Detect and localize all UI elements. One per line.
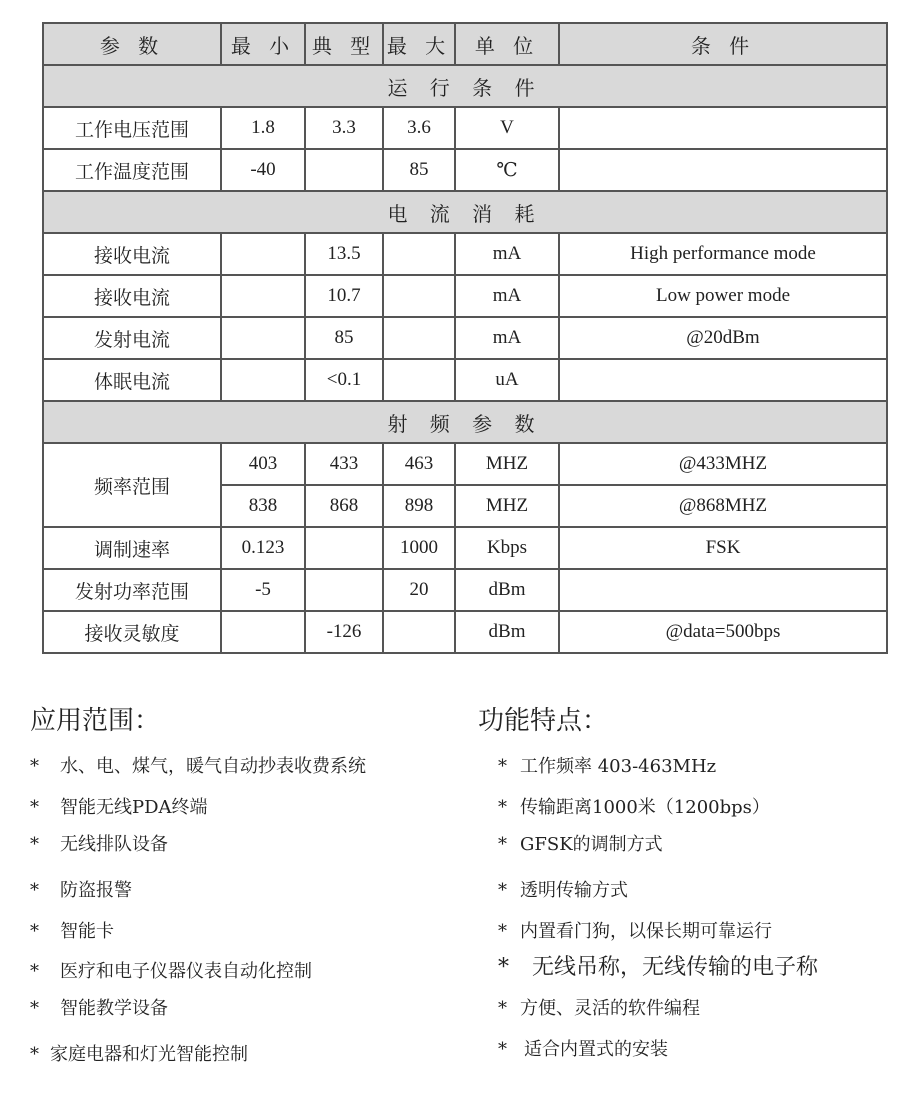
max-cell: 463 xyxy=(383,443,455,485)
section-title: 运 行 条 件 xyxy=(43,65,887,107)
application-item: 家庭电器和灯光智能控制 xyxy=(50,1044,248,1065)
spec-table xyxy=(42,22,888,654)
bullet-star: * xyxy=(498,998,507,1019)
bullet-star: * xyxy=(30,797,39,818)
unit-cell: mA xyxy=(455,275,559,317)
cond-cell: Low power mode xyxy=(559,275,887,317)
max-cell xyxy=(383,359,455,401)
cond-cell: FSK xyxy=(559,527,887,569)
cond-cell xyxy=(559,359,887,401)
table-header-row xyxy=(43,23,887,65)
feature-item: 透明传输方式 xyxy=(520,880,628,901)
max-cell xyxy=(383,611,455,653)
section-title: 电 流 消 耗 xyxy=(43,191,887,233)
typ-cell: <0.1 xyxy=(305,359,383,401)
min-cell: 838 xyxy=(221,485,305,527)
min-cell xyxy=(221,317,305,359)
applications-title: 应用范围： xyxy=(30,706,161,736)
param-cell: 接收电流 xyxy=(43,275,221,317)
header-typ: 典 型 xyxy=(305,23,383,65)
unit-cell: MHZ xyxy=(455,485,559,527)
param-cell: 接收电流 xyxy=(43,233,221,275)
list-item xyxy=(30,830,168,856)
list-item xyxy=(498,994,700,1020)
param-cell: 接收灵敏度 xyxy=(43,611,221,653)
table-row xyxy=(43,443,887,485)
typ-cell xyxy=(305,569,383,611)
typ-cell: 868 xyxy=(305,485,383,527)
bullet-star: * xyxy=(30,1044,39,1065)
feature-item: GFSK的调制方式 xyxy=(520,834,663,855)
cond-cell xyxy=(559,149,887,191)
bullet-star: * xyxy=(30,880,39,901)
table-row xyxy=(43,317,887,359)
min-cell: 1.8 xyxy=(221,107,305,149)
bullet-star: * xyxy=(498,797,507,818)
header-param: 参 数 xyxy=(43,23,221,65)
bullet-star: * xyxy=(30,998,39,1019)
max-cell: 898 xyxy=(383,485,455,527)
max-cell: 1000 xyxy=(383,527,455,569)
feature-item: 内置看门狗，以保长期可靠运行 xyxy=(520,921,772,942)
unit-cell: dBm xyxy=(455,611,559,653)
cond-cell: @868MHZ xyxy=(559,485,887,527)
header-cond: 条 件 xyxy=(559,23,887,65)
list-item xyxy=(498,830,663,856)
param-cell: 调制速率 xyxy=(43,527,221,569)
list-item xyxy=(498,1035,668,1061)
header-min: 最 小 xyxy=(221,23,305,65)
application-item: 智能无线PDA终端 xyxy=(60,797,208,818)
bullet-star: * xyxy=(498,921,507,942)
table-row xyxy=(43,275,887,317)
unit-cell: MHZ xyxy=(455,443,559,485)
cond-cell: @433MHZ xyxy=(559,443,887,485)
min-cell xyxy=(221,359,305,401)
table-row xyxy=(43,149,887,191)
unit-cell: mA xyxy=(455,233,559,275)
section-title: 射 频 参 数 xyxy=(43,401,887,443)
feature-item: 适合内置式的安装 xyxy=(524,1039,668,1060)
max-cell xyxy=(383,317,455,359)
feature-item: 无线吊称，无线传输的电子称 xyxy=(532,955,819,980)
list-item xyxy=(30,917,114,943)
param-cell: 发射功率范围 xyxy=(43,569,221,611)
table-row xyxy=(43,611,887,653)
bullet-star: * xyxy=(498,834,507,855)
features-title: 功能特点： xyxy=(478,706,609,736)
typ-cell: 85 xyxy=(305,317,383,359)
cond-cell: High performance mode xyxy=(559,233,887,275)
section-row xyxy=(43,191,887,233)
list-item xyxy=(498,917,772,943)
min-cell: -5 xyxy=(221,569,305,611)
table-row xyxy=(43,527,887,569)
max-cell xyxy=(383,275,455,317)
typ-cell: 10.7 xyxy=(305,275,383,317)
param-cell: 工作电压范围 xyxy=(43,107,221,149)
bullet-star: * xyxy=(498,756,507,777)
unit-cell: mA xyxy=(455,317,559,359)
application-item: 医疗和电子仪器仪表自动化控制 xyxy=(60,961,312,982)
param-cell: 发射电流 xyxy=(43,317,221,359)
bullet-star: * xyxy=(498,880,507,901)
application-item: 智能卡 xyxy=(60,921,114,942)
typ-cell xyxy=(305,149,383,191)
typ-cell xyxy=(305,527,383,569)
unit-cell: ℃ xyxy=(455,149,559,191)
list-item xyxy=(498,752,716,778)
section-row xyxy=(43,401,887,443)
bullet-star: * xyxy=(498,1039,507,1060)
param-cell: 频率范围 xyxy=(43,443,221,527)
cond-cell xyxy=(559,107,887,149)
max-cell: 3.6 xyxy=(383,107,455,149)
bullet-star: * xyxy=(30,921,39,942)
list-item xyxy=(30,876,132,902)
typ-cell: 3.3 xyxy=(305,107,383,149)
typ-cell: -126 xyxy=(305,611,383,653)
typ-cell: 433 xyxy=(305,443,383,485)
typ-cell: 13.5 xyxy=(305,233,383,275)
bullet-star: * xyxy=(30,834,39,855)
min-cell xyxy=(221,233,305,275)
application-item: 防盗报警 xyxy=(60,880,132,901)
table-row xyxy=(43,107,887,149)
list-item xyxy=(30,793,208,819)
list-item xyxy=(498,793,770,819)
max-cell xyxy=(383,233,455,275)
cond-cell: @20dBm xyxy=(559,317,887,359)
header-max: 最 大 xyxy=(383,23,455,65)
min-cell xyxy=(221,611,305,653)
list-item xyxy=(30,1040,248,1066)
min-cell: 0.123 xyxy=(221,527,305,569)
list-item xyxy=(30,752,366,778)
min-cell xyxy=(221,275,305,317)
list-item xyxy=(498,876,628,902)
feature-item: 工作频率 403-463MHz xyxy=(520,756,717,777)
table-row xyxy=(43,233,887,275)
unit-cell: V xyxy=(455,107,559,149)
param-cell: 体眠电流 xyxy=(43,359,221,401)
table-row xyxy=(43,359,887,401)
param-cell: 工作温度范围 xyxy=(43,149,221,191)
feature-item: 传输距离1000米（1200bps） xyxy=(520,797,770,818)
max-cell: 85 xyxy=(383,149,455,191)
min-cell: 403 xyxy=(221,443,305,485)
unit-cell: uA xyxy=(455,359,559,401)
bullet-star: * xyxy=(498,955,509,980)
feature-item: 方便、灵活的软件编程 xyxy=(520,998,700,1019)
bullet-star: * xyxy=(30,756,39,777)
application-item: 无线排队设备 xyxy=(60,834,168,855)
cond-cell xyxy=(559,569,887,611)
section-row xyxy=(43,65,887,107)
list-item xyxy=(498,950,818,981)
header-unit: 单 位 xyxy=(455,23,559,65)
table-row xyxy=(43,569,887,611)
max-cell: 20 xyxy=(383,569,455,611)
application-item: 智能教学设备 xyxy=(60,998,168,1019)
min-cell: -40 xyxy=(221,149,305,191)
unit-cell: dBm xyxy=(455,569,559,611)
unit-cell: Kbps xyxy=(455,527,559,569)
cond-cell: @data=500bps xyxy=(559,611,887,653)
list-item xyxy=(30,957,312,983)
list-item xyxy=(30,994,168,1020)
application-item: 水、电、煤气，暖气自动抄表收费系统 xyxy=(60,756,366,777)
bullet-star: * xyxy=(30,961,39,982)
